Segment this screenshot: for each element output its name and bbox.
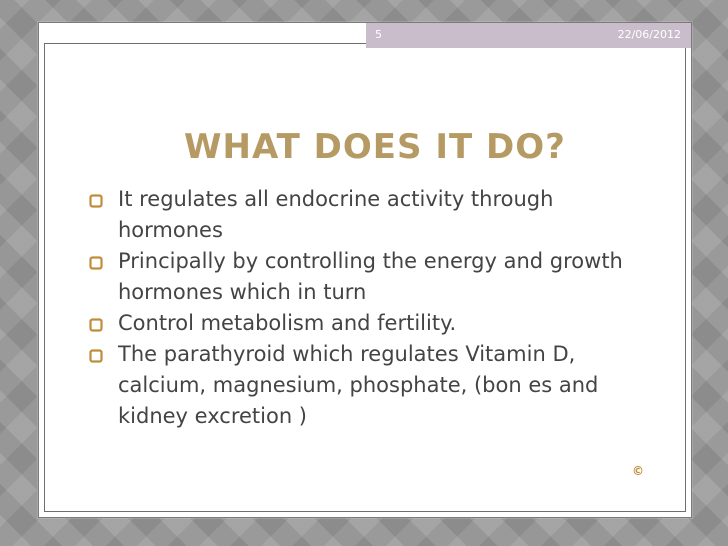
bullet-text: It regulates all endocrine activity through hormones <box>118 187 554 242</box>
slide-header-bar <box>366 23 691 48</box>
bullet-item <box>87 308 627 339</box>
bullet-text: Principally by controlling the energy and growth hormones which in turn <box>118 249 623 304</box>
bullet-item <box>87 339 627 432</box>
square-bullet-icon <box>89 318 103 332</box>
bullet-item <box>87 246 627 308</box>
copyright-symbol: © <box>632 464 644 478</box>
bullet-item <box>87 184 627 246</box>
slide-title: WHAT DOES IT DO? <box>184 127 566 167</box>
square-bullet-icon <box>89 256 103 270</box>
square-bullet-icon <box>89 194 103 208</box>
bullet-text: The parathyroid which regulates Vitamin D, calcium, magnesium, phosphate, (bon es and kidney excretion ) <box>118 342 599 428</box>
bullet-list <box>87 184 627 432</box>
slide-number: 5 <box>375 28 382 41</box>
bullet-text: Control metabolism and fertility. <box>118 311 457 335</box>
slide <box>38 22 692 518</box>
slide-date: 22/06/2012 <box>617 28 681 41</box>
square-bullet-icon <box>89 349 103 363</box>
